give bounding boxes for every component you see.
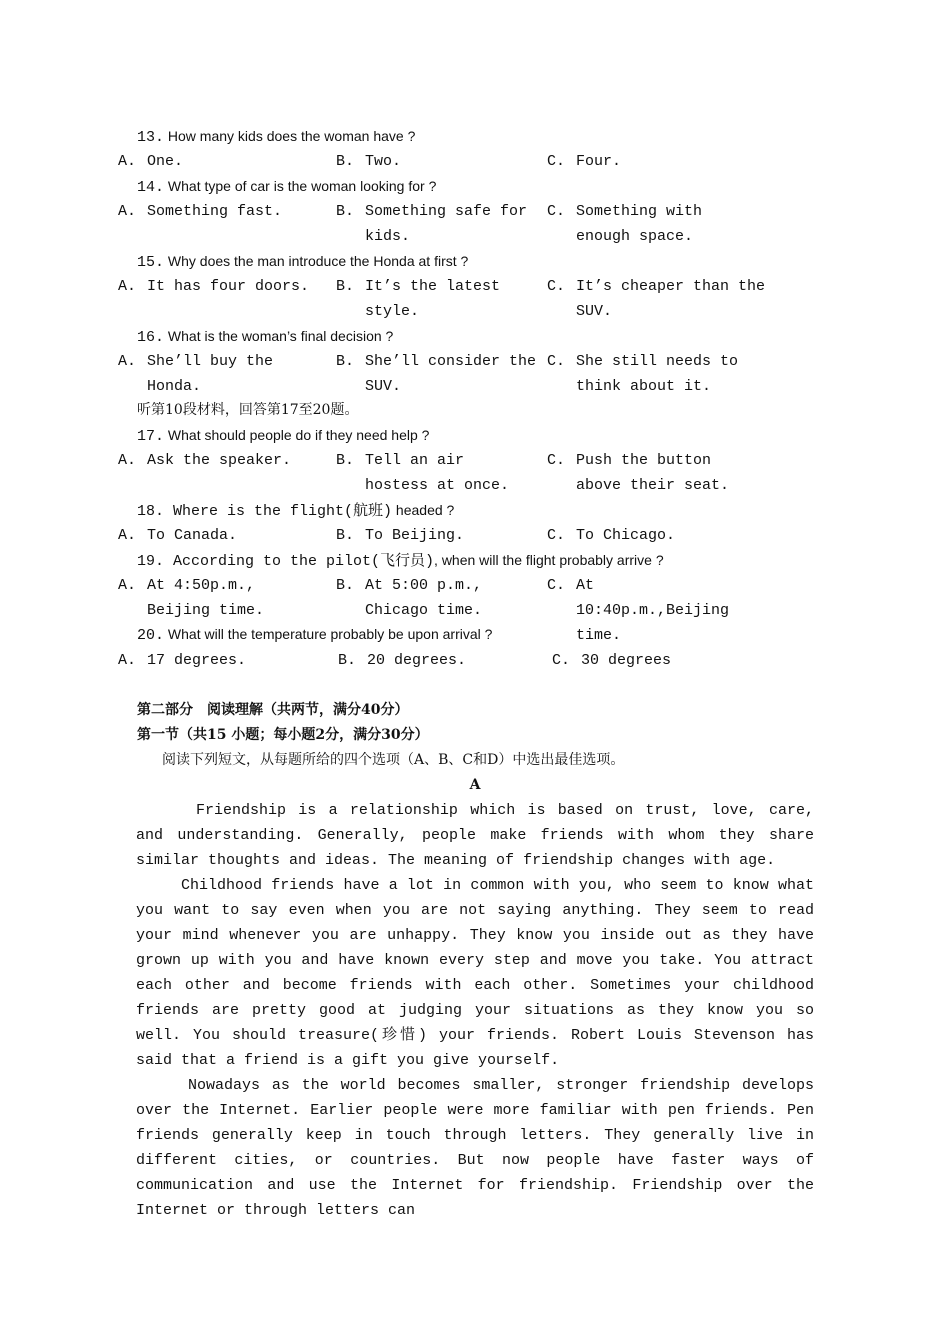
question-18 — [137, 498, 454, 524]
section-1-heading: 第一节（共15 小题；每小题2分，满分30分） — [137, 727, 429, 743]
question-number: 13. — [137, 129, 165, 146]
question-text: , when will the flight probably arrive ? — [434, 552, 664, 568]
q13-option-a: One. — [147, 153, 184, 170]
question-text: What will the temperature probably be upon arrival ? — [164, 626, 493, 642]
question-number: 15. — [137, 254, 165, 271]
section-10-heading: 听第10段材料，回答第17至20题。 — [137, 402, 359, 418]
option-letter-c: C. — [547, 452, 566, 469]
question-16 — [137, 324, 393, 350]
passage-label: A — [469, 777, 481, 793]
q20-option-b: 20 degrees. — [367, 652, 467, 669]
paragraph: Friendship is a relationship which is based on trust, love, care, and understanding. Generally, people make friends with whom they share similar thoughts and ideas. The meaning of friendship changes with age. — [136, 802, 814, 869]
option-letter-a: A. — [118, 452, 137, 469]
paragraph: Childhood friends have a lot in common with you, who seem to know what you want to say even when you are not saying anything. They seem to read your mind whenever you are unhappy. They know you inside out as they have grown up with you and have known every step and move you take. You attract each other and become friends with each other. Sometimes your childhood friends are pretty good at judging your situations as they know you so well. You should treasure(珍惜) your friends. Robert Louis Stevenson has said that a friend is a gift you give yourself. — [136, 877, 814, 1069]
q17-option-c: Push the button above their seat. — [576, 452, 730, 494]
q16-option-a: She’ll buy the Honda. — [147, 353, 274, 395]
instructions: 阅读下列短文，从每题所给的四个选项（A、B、C和D）中选出最佳选项。 — [162, 752, 625, 768]
question-text: What is the woman’s final decision ? — [164, 328, 394, 344]
q14-option-a: Something fast. — [147, 203, 283, 220]
option-letter-b: B. — [336, 527, 355, 544]
question-number: 17. — [137, 428, 165, 445]
question-number: 16. — [137, 329, 165, 346]
q16-option-c: She still needs to think about it. — [576, 353, 739, 395]
q16-option-b: She’ll consider the SUV. — [365, 353, 537, 395]
question-17 — [137, 423, 429, 449]
option-letter-b: B. — [336, 577, 355, 594]
q13-option-c: Four. — [576, 153, 622, 170]
q18-option-b: To Beijing. — [365, 527, 465, 544]
question-text: How many kids does the woman have ? — [164, 128, 416, 144]
option-letter-b: B. — [336, 452, 355, 469]
q19-option-c: At 10:40p.m.,Beijing time. — [576, 577, 730, 644]
passage-body — [136, 798, 814, 1223]
option-letter-c: C. — [552, 652, 571, 669]
option-letter-a: A. — [118, 203, 137, 220]
q20-option-a: 17 degrees. — [147, 652, 247, 669]
question-text: What type of car is the woman looking for ? — [164, 178, 437, 194]
option-letter-a: A. — [118, 577, 137, 594]
option-letter-a: A. — [118, 527, 137, 544]
q14-option-b: Something safe for kids. — [365, 203, 528, 245]
option-letter-c: C. — [547, 527, 566, 544]
question-number: 18. Where is the flight(航班) — [137, 503, 393, 520]
question-number: 20. — [137, 627, 165, 644]
option-letter-c: C. — [547, 353, 566, 370]
option-letter-b: B. — [336, 153, 355, 170]
option-letter-b: B. — [336, 203, 355, 220]
question-number: 19. According to the pilot(飞行员) — [137, 553, 435, 570]
option-letter-c: C. — [547, 153, 566, 170]
q19-option-b: At 5:00 p.m., Chicago time. — [365, 577, 483, 619]
part-2-heading: 第二部分 阅读理解（共两节，满分40分） — [137, 702, 409, 718]
q14-option-c: Something with enough space. — [576, 203, 703, 245]
question-15 — [137, 249, 468, 275]
option-letter-b: B. — [338, 652, 357, 669]
option-letter-b: B. — [336, 278, 355, 295]
option-letter-a: A. — [118, 652, 137, 669]
option-letter-a: A. — [118, 278, 137, 295]
q19-option-a: At 4:50p.m., Beijing time. — [147, 577, 265, 619]
option-letter-b: B. — [336, 353, 355, 370]
question-text: What should people do if they need help ? — [164, 427, 430, 443]
paragraph: Nowadays as the world becomes smaller, stronger friendship develops over the Internet. Earlier people were more familiar with pen friends. Pen friends generally keep in touch through letters. They generally live in different cities, or countries. But now people have faster ways of communication and use the Internet for friendship. Friendship over the Internet or through letters can — [136, 1077, 814, 1219]
q17-option-b: Tell an air hostess at once. — [365, 452, 510, 494]
option-letter-c: C. — [547, 278, 566, 295]
option-letter-c: C. — [547, 203, 566, 220]
question-20 — [137, 622, 492, 648]
question-number: 14. — [137, 179, 165, 196]
question-19 — [137, 548, 664, 574]
question-text: headed ? — [392, 502, 455, 518]
q17-option-a: Ask the speaker. — [147, 452, 292, 469]
q15-option-c: It’s cheaper than the SUV. — [576, 278, 766, 320]
q18-option-a: To Canada. — [147, 527, 238, 544]
q18-option-c: To Chicago. — [576, 527, 676, 544]
q13-option-b: Two. — [365, 153, 402, 170]
question-13 — [137, 124, 415, 150]
q15-option-b: It’s the latest style. — [365, 278, 501, 320]
q20-option-c: 30 degrees — [581, 652, 672, 669]
option-letter-a: A. — [118, 353, 137, 370]
question-text: Why does the man introduce the Honda at first ? — [164, 253, 469, 269]
q15-option-a: It has four doors. — [147, 278, 310, 295]
option-letter-c: C. — [547, 577, 566, 594]
question-14 — [137, 174, 436, 200]
option-letter-a: A. — [118, 153, 137, 170]
